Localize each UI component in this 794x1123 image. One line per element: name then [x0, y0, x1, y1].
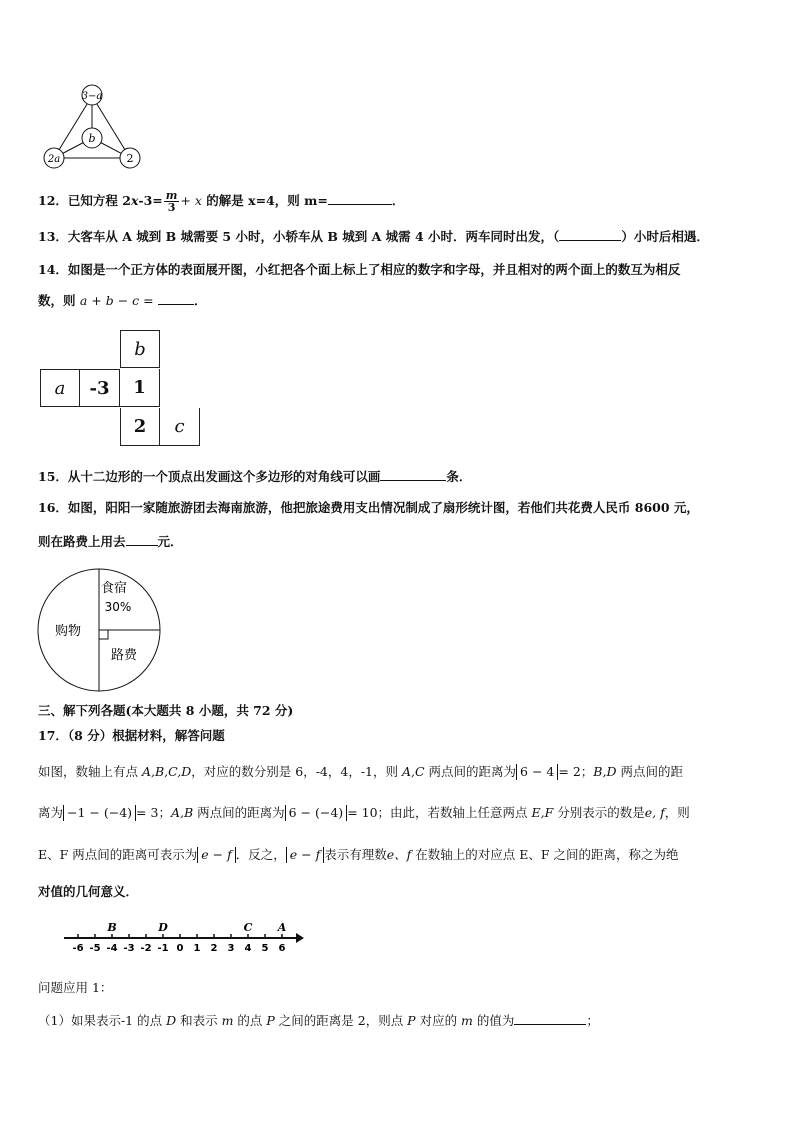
question-16-line2: 则在路费上用去 元． — [38, 531, 758, 552]
net-cell-a: a — [40, 369, 80, 407]
question-17-p4: 对值的几何意义． — [38, 884, 139, 899]
triangle-right-label: 2 — [126, 152, 134, 165]
axis-tick-label: 0 — [176, 943, 184, 954]
net-cell-neg3: -3 — [80, 369, 120, 407]
question-14-line2: 数，则 a + b − c = ． — [38, 290, 758, 311]
net-cell-1: 1 — [120, 369, 160, 407]
pie-chart — [36, 567, 166, 697]
net-cell-c: c — [160, 408, 200, 446]
axis-tick-label: -6 — [72, 943, 84, 954]
question-12: 12．已知方程 2x-3= $\frac{m}{3}$ + x 的解是 x=4，则 m= ． — [38, 189, 405, 214]
pie-label-travel: 路费 — [110, 648, 138, 663]
triangle-top-label: 3−a — [81, 91, 103, 102]
number-line — [60, 918, 310, 956]
answer-blank-13[interactable] — [559, 226, 621, 241]
axis-point-A: A — [277, 921, 287, 934]
answer-blank-16[interactable] — [126, 531, 158, 546]
axis-point-C: C — [243, 921, 253, 934]
triangle-figure — [40, 82, 150, 172]
axis-tick-label: 2 — [210, 943, 218, 954]
pie-label-shopping: 购物 — [54, 624, 82, 639]
axis-tick-label: 1 — [193, 943, 201, 954]
axis-tick-label: 5 — [261, 943, 269, 954]
axis-tick-label: 4 — [244, 943, 252, 954]
question-16-line1: 16．如图，阳阳一家随旅游团去海南旅游，他把旅途费用支出情况制成了扇形统计图，若他们共花费人民币 8600 元， — [38, 500, 699, 515]
question-17-head: 17．（8 分）根据材料，解答问题 — [38, 728, 225, 743]
triangle-center-label: b — [88, 132, 96, 145]
axis-point-D: D — [158, 921, 168, 934]
axis-point-B: B — [107, 921, 117, 934]
net-cell-2: 2 — [120, 408, 160, 446]
axis-tick-label: -4 — [106, 943, 118, 954]
question-13: 13．大客车从 A 城到 B 城需要 5 小时，小轿车从 B 城到 A 城需 4 小时．两车同时出发，（ ）小时后相遇． — [38, 226, 758, 247]
axis-tick-label: -1 — [157, 943, 169, 954]
answer-blank-17-1[interactable] — [514, 1010, 586, 1025]
axis-tick-label: 6 — [278, 943, 286, 954]
question-17-p2: 离为 −1 − (−4) = 3；A,B 两点间的距离为 6 − (−4) = 10；由此，若数轴上任意两点 E,F 分别表示的数是e, f，则 — [38, 805, 690, 820]
triangle-left-label: 2a — [47, 154, 61, 165]
question-17-p1: 如图，数轴上有点 A,B,C,D，对应的数分别是 6，-4，4，-1，则 A,C 两点间的距离为 6 − 4 = 2；B,D 两点间的距 — [38, 764, 683, 779]
axis-tick-label: -5 — [89, 943, 101, 954]
axis-tick-label: 3 — [227, 943, 235, 954]
question-15: 15．从十二边形的一个顶点出发画这个多边形的对角线可以画 条． — [38, 466, 758, 487]
app-title: 问题应用 1： — [38, 980, 113, 995]
answer-blank-14[interactable] — [158, 290, 194, 305]
section-3-title: 三、解下列各题(本大题共 8 小题，共 72 分) — [38, 703, 294, 718]
answer-blank-12[interactable] — [328, 190, 392, 205]
question-17-sub1: （1）如果表示-1 的点 D 和表示 m 的点 P 之间的距离是 2，则点 P 对应的 m 的值为 ； — [38, 1010, 758, 1031]
net-cell-b: b — [120, 330, 160, 368]
answer-blank-15[interactable] — [380, 466, 446, 481]
fraction-m-over-3: $\frac{m}{3}$ — [165, 189, 178, 214]
pie-label-food: 食宿 — [100, 581, 128, 596]
question-17-p3: E、F 两点间的距离可表示为 e − f ．反之， e − f 表示有理数e、f 在数轴上的对应点 E、F 之间的距离，称之为绝 — [38, 847, 679, 862]
axis-tick-label: -2 — [140, 943, 152, 954]
axis-tick-label: -3 — [123, 943, 135, 954]
pie-label-food-pct: 30% — [104, 600, 132, 614]
question-14-line1: 14．如图是一个正方体的表面展开图，小红把各个面上标上了相应的数字和字母，并且相对的两个面上的数互为相反 — [38, 262, 681, 277]
